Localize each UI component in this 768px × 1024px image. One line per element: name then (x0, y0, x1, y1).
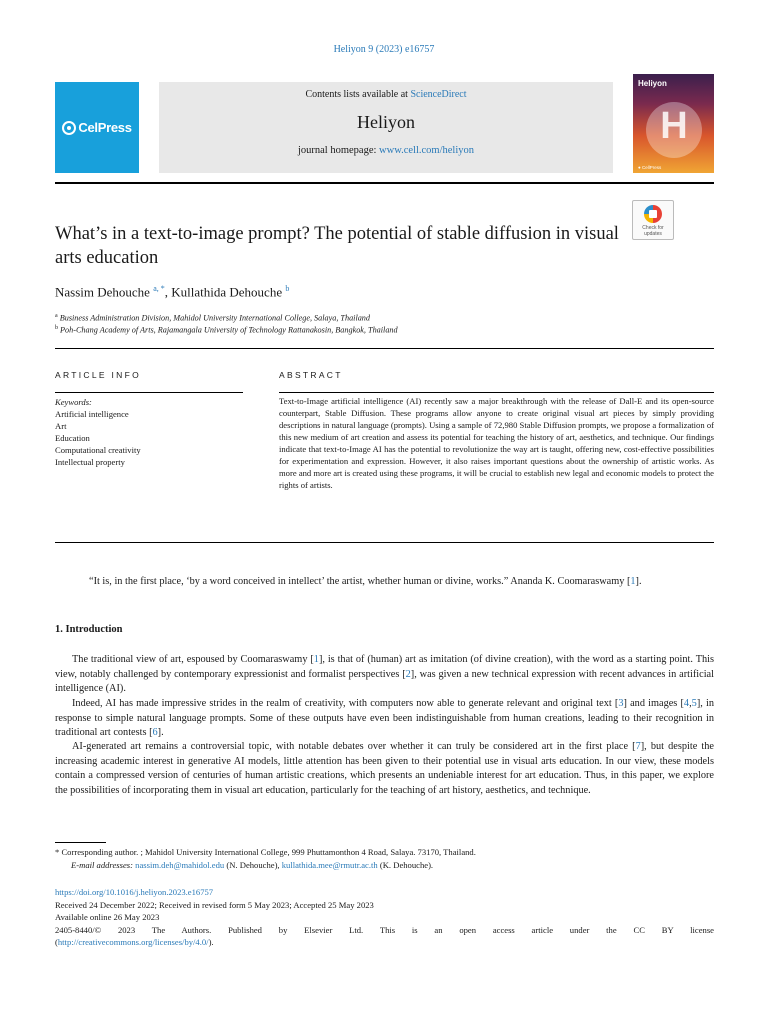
paragraph: AI-generated art remains a controversial topic, with notable debates over whether it can truly be considered art in the first place [7], but despite the increasing academic interest in generative AI models, little attention has been given to their potential use in visual arts education. In our view, these models contain a compressed version of centuries of human artistic creations, which presents an undeniable interest for art education. Thus, in this paper, we explore the possibilities of incorporating them in visual art education, particularly for the teaching of art history, aesthetics, and technique. (55, 741, 714, 796)
citation-link[interactable]: 6 (152, 727, 158, 739)
header-rule (55, 182, 714, 184)
citation-link[interactable]: 3 (618, 698, 624, 709)
journal-info-box (159, 82, 613, 173)
cellpress-icon (62, 121, 76, 135)
keyword: Artificial intelligence (55, 409, 129, 419)
history-dates: Received 24 December 2022; Received in revised form 5 May 2023; Accepted 25 May 2023 (55, 899, 374, 910)
email-addresses: E-mail addresses: nassim.deh@mahidol.edu (N. Dehouche), kullathida.mee@rmutr.ac.th (K. Dehouche). (71, 860, 434, 870)
divider (279, 392, 714, 393)
cellpress-logo[interactable] (55, 82, 139, 173)
epigraph: “It is, in the first place, ‘by a word conceived in intellect’ the artist, whether human or divine, works.” Ananda K. Coomaraswamy [1]. (89, 576, 642, 587)
doi-link[interactable]: https://doi.org/10.1016/j.heliyon.2023.e16757 (55, 887, 214, 897)
sciencedirect-link[interactable]: ScienceDirect (410, 89, 467, 100)
cellpress-wordmark: CelPress (78, 120, 132, 135)
online-date: Available online 26 May 2023 (55, 912, 160, 923)
journal-cover[interactable] (633, 74, 714, 173)
citation-link[interactable]: 7 (635, 741, 641, 752)
license-link[interactable]: http://creativecommons.org/licenses/by/4.0/ (57, 937, 209, 948)
license-line: 2405-8440/© 2023 The Authors. Published by Elsevier Ltd. This is an open access article under the CC BY license (55, 924, 714, 935)
paragraph: Indeed, AI has made impressive strides in the realm of creativity, with computers now able to generate relevant and original text [3] and images [4,5], in response to simple natural language prompts. Some of these outputs have even been indistinguishable from human creations, leading to their recognition in traditional art contests [6]. (55, 698, 714, 739)
footnote-rule (55, 842, 106, 843)
keyword: Computational creativity (55, 445, 141, 455)
email-link[interactable]: kullathida.mee@rmutr.ac.th (281, 860, 378, 870)
homepage-line: journal homepage: www.cell.com/heliyon (297, 145, 475, 156)
author-affiliation-link[interactable]: a, * (153, 284, 165, 293)
citation-link[interactable]: 1 (313, 654, 319, 665)
keywords-block (55, 396, 245, 468)
paragraph: The traditional view of art, espoused by Coomaraswamy [1], is that of (human) art as imitation (of divine creation), with the word as a starting point. This view, notably challenged by contemporary expressionist and formalist perspectives [2], was given a new technical expression with recent advances in artificial intelligence (AI). (55, 654, 714, 695)
corresponding-author-note: * Corresponding author. ; Mahidol University International College, 999 Phuttamonthon 4 Road, Salaya. 73170, Thailand. (55, 847, 476, 857)
journal-reference[interactable]: Heliyon 9 (2023) e16757 (333, 44, 435, 55)
author-affiliation-link[interactable]: b (285, 284, 290, 293)
license-url-line: (http://creativecommons.org/licenses/by/4.0/). (55, 937, 214, 948)
divider (55, 348, 714, 349)
citation-link[interactable]: 5 (691, 698, 697, 709)
cover-title: Heliyon (638, 79, 667, 88)
abstract-heading: ABSTRACT (279, 370, 343, 380)
author-list: Nassim Dehouche $^{a, *}$, Kullathida Dehouche $^b$ (55, 284, 290, 300)
check-updates-icon (644, 205, 662, 223)
check-updates-label: Check for updates (642, 225, 664, 237)
citation-link[interactable]: 4 (683, 698, 690, 709)
affiliation-b: $^b$ Poh-Chang Academy of Arts, Rajamangala University of Technology Rattanakosin, Bangkok, Thailand (55, 325, 398, 335)
abstract-text: Text-to-Image artificial intelligence (AI) recently saw a major breakthrough with the release of Dall-E and its open-source counterpart, Stable Diffusion. These programs allow anyone to create original visual art pieces by simply providing descriptions in natural language (prompts). Using a sample of 72,980 Stable Diffusion prompts, we propose a formalization of this new medium of art creation and assess its potential for teaching the history of art, aesthetics, and technique. Our findings indicate that text-to-Image AI has the potential to revolutionize the way art is taught, offering new, cost-effective possibilities for experimentation and expression. However, it also raises important questions about the ownership of artistic works. As more and more art is created using these programs, it will be crucial to establish new legal and economic models to protect the rights of artists. (279, 396, 714, 490)
cover-footer: ● CellPress (638, 165, 662, 170)
author-name: Kullathida Dehouche (171, 284, 283, 300)
journal-name: Heliyon (357, 112, 415, 132)
article-title: What’s in a text-to-image prompt? The potential of stable diffusion in visual arts education (55, 224, 619, 268)
keyword: Art (55, 421, 67, 431)
check-for-updates-button[interactable] (632, 200, 674, 240)
divider (55, 392, 243, 393)
author-name: Nassim Dehouche (55, 284, 150, 300)
section-heading: 1. Introduction (55, 624, 123, 635)
keyword: Education (55, 433, 90, 443)
journal-banner (55, 74, 714, 184)
cover-letter: H (660, 105, 688, 147)
publication-info (55, 886, 714, 949)
affiliation-a: $^a$ Business Administration Division, Mahidol University International College, Salaya, Thailand (55, 313, 370, 323)
homepage-link[interactable]: www.cell.com/heliyon (379, 145, 475, 156)
citation-link[interactable]: 1 (630, 576, 636, 587)
article-info-heading: ARTICLE INFO (55, 370, 142, 380)
keyword: Intellectual property (55, 457, 125, 467)
citation-link[interactable]: 2 (405, 668, 411, 680)
contents-line: Contents lists available at ScienceDirect (305, 89, 467, 100)
keywords-label: Keywords: (55, 397, 92, 407)
divider (55, 542, 714, 543)
email-link[interactable]: nassim.deh@mahidol.edu (135, 860, 225, 870)
